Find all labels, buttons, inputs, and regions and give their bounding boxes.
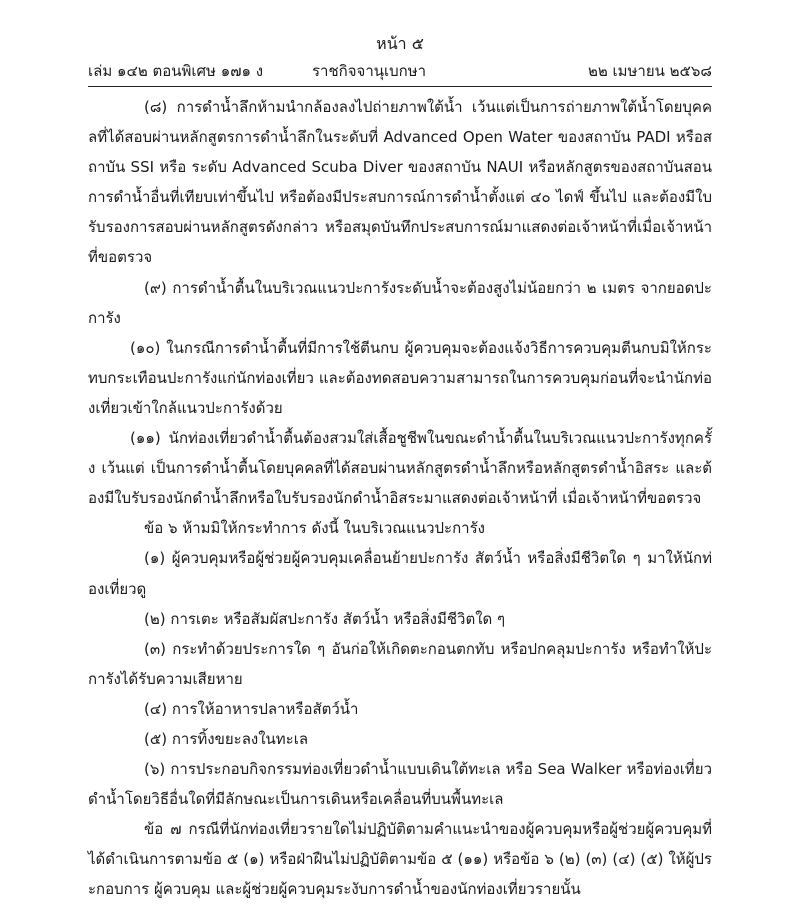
document-body xyxy=(88,92,712,905)
paragraph-article-6-item-3: (๓) กระทำด้วยประการใด ๆ อันก่อให้เกิดตะกอนตกทับ หรือปกคลุมปะการัง หรือทำให้ปะการังได้รับความเสียหาย xyxy=(88,639,712,688)
paragraph-article-6: ข้อ ๖ ห้ามมิให้กระทำการ ดังนี้ ในบริเวณแนวปะการัง xyxy=(144,519,485,538)
header-divider xyxy=(88,86,712,87)
page-number: หน้า ๕ xyxy=(376,34,424,53)
paragraph-article-6-item-2: (๒) การเตะ หรือสัมผัสปะการัง สัตว์น้ำ หรือสิ่งมีชีวิตใด ๆ xyxy=(144,609,506,628)
paragraph-clause-9: (๙) การดำน้ำตื้นในบริเวณแนวปะการังระดับน้ำจะต้องสูงไม่น้อยกว่า ๒ เมตร จากยอดปะการัง xyxy=(88,278,712,327)
paragraph-clause-8: (๘) การดำน้ำลึกห้ามนำกล้องลงไปถ่ายภาพใต้น้ำ เว้นแต่เป็นการถ่ายภาพใต้น้ำโดยบุคคลที่ได้สอบผ่านหลักสูตรการดำน้ำลึกในระดับที่ Advanced Open Water ของสถาบัน PADI หรือสถาบัน SSI หรือ ระดับ Advanced Scuba Diver ของสถาบัน NAUI หรือหลักสูตรของสถาบันสอนการดำน้ำอื่นที่เทียบเท่าขึ้นไป หรือต้องมีประสบการณ์การดำน้ำตั้งแต่ ๔๐ ไดฟ์ ขึ้นไป และต้องมีใบรับรองการสอบผ่านหลักสูตรดังกล่าว หรือสมุดบันทึกประสบการณ์มาแสดงต่อเจ้าหน้าที่เมื่อเจ้าหน้าที่ขอตรวจ xyxy=(88,98,712,267)
paragraph-article-6-item-1: (๑) ผู้ควบคุมหรือผู้ช่วยผู้ควบคุมเคลื่อนย้ายปะการัง สัตว์น้ำ หรือสิ่งมีชีวิตใด ๆ มาให้นักท่องเที่ยวดู xyxy=(88,549,712,598)
issue-number: เล่ม ๑๔๒ ตอนพิเศษ ๑๗๑ ง xyxy=(88,62,264,80)
paragraph-clause-10: (๑๐) ในกรณีการดำน้ำตื้นที่มีการใช้ตีนกบ ผู้ควบคุมจะต้องแจ้งวิธีการควบคุมตีนกบมิให้กระทบกระเทือนปะการังแก่นักท่องเที่ยว และต้องทดสอบความสามารถในการควบคุมก่อนที่จะนำนักท่องเที่ยวเข้าใกล้แนวปะการังด้วย xyxy=(88,338,712,417)
publication-date: ๒๒ เมษายน ๒๕๖๘ xyxy=(587,62,712,80)
paragraph-article-6-item-6: (๖) การประกอบกิจกรรมท่องเที่ยวดำน้ำแบบเดินใต้ทะเล หรือ Sea Walker หรือท่องเที่ยวดำน้ำโดยวิธีอื่นใดที่มีลักษณะเป็นการเดินหรือเคลื่อนที่บนพื้นทะเล xyxy=(88,760,712,809)
paragraph-article-6-item-5: (๕) การทิ้งขยะลงในทะเล xyxy=(144,729,309,748)
gazette-title: ราชกิจจานุเบกษา xyxy=(312,62,427,80)
gazette-header xyxy=(88,60,712,82)
paragraph-article-6-item-4: (๔) การให้อาหารปลาหรือสัตว์น้ำ xyxy=(144,699,359,718)
paragraph-article-7: ข้อ ๗ กรณีที่นักท่องเที่ยวรายใดไม่ปฏิบัติตามคำแนะนำของผู้ควบคุมหรือผู้ช่วยผู้ควบคุมที่ได้ดำเนินการตามข้อ ๕ (๑) หรือฝ่าฝืนไม่ปฏิบัติตามข้อ ๕ (๑๑) หรือข้อ ๖ (๒) (๓) (๔) (๕) ให้ผู้ประกอบการ ผู้ควบคุม และผู้ช่วยผู้ควบคุมระงับการดำน้ำของนักท่องเที่ยวรายนั้น xyxy=(88,820,712,899)
paragraph-clause-11: (๑๑) นักท่องเที่ยวดำน้ำตื้นต้องสวมใส่เสื้อชูชีพในขณะดำน้ำตื้นในบริเวณแนวปะการังทุกครั้ง เว้นแต่ เป็นการดำน้ำตื้นโดยบุคคลที่ได้สอบผ่านหลักสูตรดำน้ำลึกหรือหลักสูตรดำน้ำอิสระ และต้องมีใบรับรองนักดำน้ำลึกหรือใบรับรองนักดำน้ำอิสระมาแสดงต่อเจ้าหน้าที่ เมื่อเจ้าหน้าที่ขอตรวจ xyxy=(88,429,712,508)
